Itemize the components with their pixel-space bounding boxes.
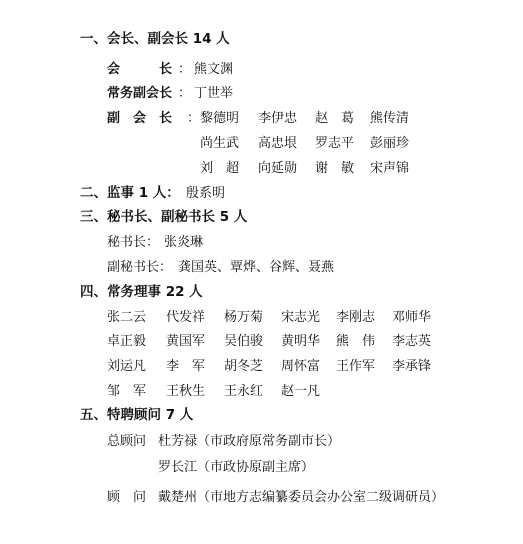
vp-row-3-name-4: 宋声锦 bbox=[370, 161, 410, 176]
vp-colon: ： bbox=[187, 111, 201, 126]
council-r3-4: 周怀富 bbox=[281, 359, 321, 374]
section-2-heading: 二、监事 1 人： bbox=[80, 185, 180, 201]
council-r2-6: 李志英 bbox=[392, 334, 432, 349]
vp-row-2-name-4: 彭丽珍 bbox=[370, 136, 410, 151]
council-r4-1: 邹 军 bbox=[107, 384, 147, 399]
council-r1-3: 杨万菊 bbox=[224, 310, 264, 325]
vp-row-1-name-4: 熊传清 bbox=[370, 111, 410, 126]
council-r2-3: 吴伯骏 bbox=[224, 334, 264, 349]
council-r3-3: 胡冬芝 bbox=[224, 359, 264, 374]
council-r2-4: 黄明华 bbox=[281, 334, 321, 349]
council-r3-2: 李 军 bbox=[166, 359, 206, 374]
council-r1-2: 代发祥 bbox=[166, 310, 206, 325]
section-4-heading: 四、常务理事 22 人 bbox=[80, 284, 203, 300]
vp-row-1-name-3: 赵 葛 bbox=[315, 111, 355, 126]
council-r1-1: 张二云 bbox=[107, 310, 147, 325]
supervisor-name: 殷系明 bbox=[186, 186, 226, 201]
vp-row-1-name-1: 黎德明 bbox=[200, 111, 240, 126]
section-3-heading: 三、秘书长、副秘书长 5 人 bbox=[80, 209, 248, 225]
exec-vp-name: 丁世举 bbox=[194, 86, 234, 101]
secretary-general-label: 秘书长： bbox=[107, 235, 160, 250]
advisor-label: 顾 问 bbox=[107, 490, 147, 505]
deputy-sg-label: 副秘书长： bbox=[107, 260, 173, 275]
council-r1-6: 邓师华 bbox=[392, 310, 432, 325]
council-r3-1: 刘运凡 bbox=[107, 359, 147, 374]
vp-row-1-name-2: 李伊忠 bbox=[258, 111, 298, 126]
council-r2-2: 黄国军 bbox=[166, 334, 206, 349]
vp-row-2-name-3: 罗志平 bbox=[315, 136, 355, 151]
council-r3-5: 王作军 bbox=[336, 359, 376, 374]
council-r4-3: 王永红 bbox=[224, 384, 264, 399]
council-r4-2: 王秋生 bbox=[166, 384, 206, 399]
advisor-1: 戴楚州（市地方志编纂委员会办公室二级调研员） bbox=[158, 490, 445, 505]
vp-row-3-name-1: 刘 超 bbox=[200, 161, 240, 176]
president-label: 会 长 bbox=[107, 62, 173, 77]
chief-advisor-label: 总顾问 bbox=[107, 434, 147, 449]
deputy-sg-names: 龚国英、覃烨、谷辉、聂燕 bbox=[178, 260, 335, 275]
vp-row-2-name-1: 尚生武 bbox=[200, 136, 240, 151]
secretary-general-name: 张炎琳 bbox=[164, 235, 204, 250]
chief-advisor-2: 罗长江（市政协原副主席） bbox=[158, 460, 315, 475]
vp-label: 副 会 长 bbox=[107, 111, 173, 126]
president-colon: ： bbox=[178, 62, 192, 77]
council-r3-6: 李承锋 bbox=[392, 359, 432, 374]
president-name: 熊文渊 bbox=[194, 62, 234, 77]
council-r1-4: 宋志光 bbox=[281, 310, 321, 325]
vp-row-2-name-2: 高忠垠 bbox=[258, 136, 298, 151]
council-r2-1: 卓正毅 bbox=[107, 334, 147, 349]
section-1-heading: 一、会长、副会长 14 人 bbox=[80, 31, 230, 47]
council-r2-5: 熊 伟 bbox=[336, 334, 376, 349]
council-r4-4: 赵一凡 bbox=[281, 384, 321, 399]
council-r1-5: 李刚志 bbox=[336, 310, 376, 325]
exec-vp-colon: ： bbox=[178, 86, 192, 101]
section-5-heading: 五、特聘顾问 7 人 bbox=[80, 407, 194, 423]
chief-advisor-1: 杜芳禄（市政府原常务副市长） bbox=[158, 434, 341, 449]
exec-vp-label: 常务副会长 bbox=[107, 86, 173, 101]
vp-row-3-name-3: 谢 敏 bbox=[315, 161, 355, 176]
vp-row-3-name-2: 向延勋 bbox=[258, 161, 298, 176]
